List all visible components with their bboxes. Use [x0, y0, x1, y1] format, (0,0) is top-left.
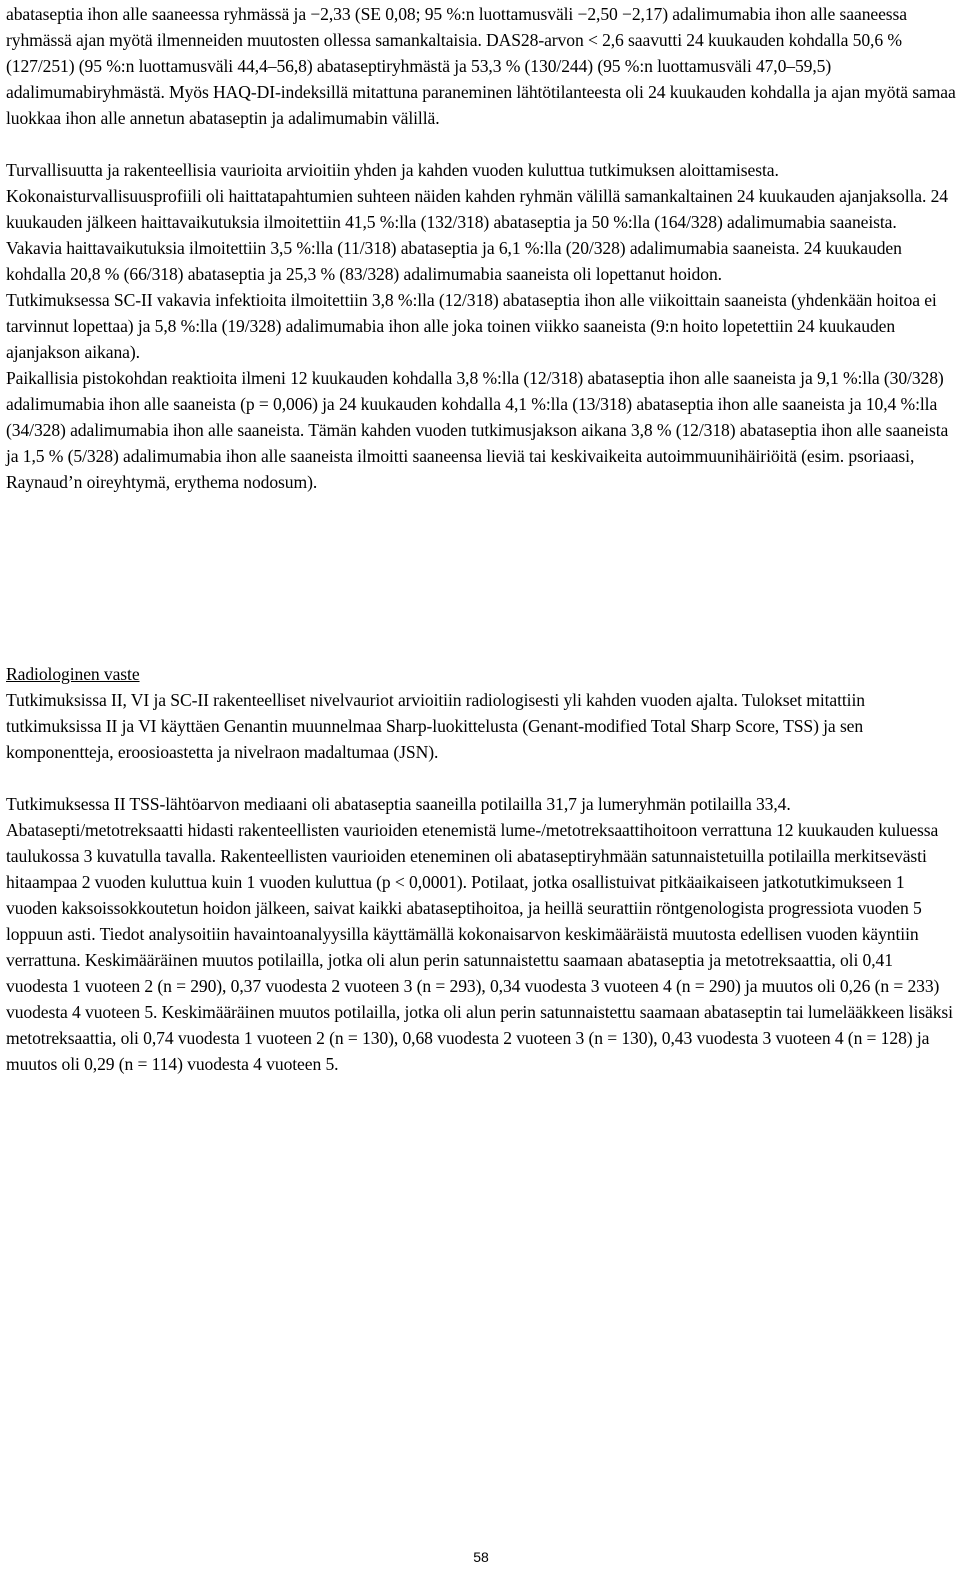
section-heading-radiology: Radiologinen vaste	[6, 664, 140, 684]
paragraph-das28-results: abataseptia ihon alle saaneessa ryhmässä ja −2,33 (SE 0,08; 95 %:n luottamusväli −2,50 −2,17) adalimumabia ihon alle saaneessa ryhmässä ajan myötä ilmenneiden muutosten ollessa samankaltaisia. DAS28-arvon < 2,6 saavutti 24 kuukauden kohdalla 50,6 % (127/251) (95 %:n luottamusväli 44,4–56,8) abataseptiryhmästä ja 53,3 % (130/244) (95 %:n luottamusväli 47,0–59,5) adalimumabiryhmästä. Myös HAQ-DI-indeksillä mitattuna paraneminen lähtötilanteesta oli 24 kuukauden kohdalla ja ajan myötä samaa luokkaa ihon alle annetun abataseptin ja adalimumabin välillä.	[6, 4, 956, 128]
paragraph-serious-infections: Tutkimuksessa SC-II vakavia infektioita ilmoitettiin 3,8 %:lla (12/318) abataseptia ihon alle viikoittain saaneista (yhdenkään hoitoa ei tarvinnut lopettaa) ja 5,8 %:lla (19/328) adalimumabia ihon alle joka toinen viikko saaneista (9:n hoito lopetettiin 24 kuukauden ajanjakson aikana).	[6, 290, 937, 362]
paragraph-gap	[6, 765, 956, 791]
page-number-label: 58	[473, 1549, 489, 1565]
body-text-top	[6, 1, 956, 495]
paragraph-gap	[6, 131, 956, 157]
paragraph-radiology-methods: Tutkimuksissa II, VI ja SC-II rakenteelliset nivelvauriot arvioitiin radiologisesti yli kahden vuoden ajalta. Tulokset mitattiin tutkimuksissa II ja VI käyttäen Genantin muunnelmaa Sharp-luokittelusta (Genant-modified Total Sharp Score, TSS) ja sen komponentteja, eroosioastetta ja nivelraon madaltumaa (JSN).	[6, 690, 865, 762]
paragraph-injection-site-reactions: Paikallisia pistokohdan reaktioita ilmeni 12 kuukauden kohdalla 3,8 %:lla (12/318) abataseptia ihon alle saaneista ja 9,1 %:lla (30/328) adalimumabia ihon alle saaneista (p = 0,006) ja 24 kuukauden kohdalla 4,1 %:lla (13/318) abataseptia ihon alle saaneista ja 10,4 %:lla (34/328) adalimumabia ihon alle saaneista. Tämän kahden vuoden tutkimusjakson aikana 3,8 % (12/318) abataseptia ihon alle saaneista ja 1,5 % (5/328) adalimumabia ihon alle saaneista ilmoitti saaneensa lieviä tai keskivaikeita autoimmuunihäiriöitä (esim. psoriaasi, Raynaud’n oireyhtymä, erythema nodosum).	[6, 368, 949, 492]
paragraph-tss-results: Tutkimuksessa II TSS-lähtöarvon mediaani oli abataseptia saaneilla potilailla 31,7 ja lumeryhmän potilailla 33,4. Abatasepti/metotreksaatti hidasti rakenteellisten vaurioiden etenemistä lume-/metotreksaattihoitoon verrattuna 12 kuukauden kuluessa taulukossa 3 kuvatulla tavalla. Rakenteellisten vaurioiden eteneminen oli abataseptiryhmään satunnaistetuilla potilailla merkitsevästi hitaampaa 2 vuoden kuluttua kuin 1 vuoden kuluttua (p < 0,0001). Potilaat, jotka osallistuivat pitkäaikaiseen jatkotutkimukseen 1 vuoden kaksoissokkoutetun hoidon jälkeen, saivat kaikki abataseptihoitoa, ja heillä seurattiin röntgenologista progressiota vuoden 5 loppuun asti. Tiedot analysoitiin havaintoanalyysilla käyttämällä kokonaisarvon keskimääräistä muutosta edellisen vuoden käyntiin verrattuna. Keskimääräinen muutos potilailla, jotka oli alun perin satunnaistettu saamaan abataseptia ja metotreksaattia, oli 0,41 vuodesta 1 vuoteen 2 (n = 290), 0,37 vuodesta 2 vuoteen 3 (n = 293), 0,34 vuodesta 3 vuoteen 4 (n = 290) ja muutos oli 0,26 (n = 233) vuodesta 4 vuoteen 5. Keskimääräinen muutos potilailla, jotka oli alun perin satunnaistettu saamaan abataseptin tai lumelääkkeen lisäksi metotreksaattia, oli 0,74 vuodesta 1 vuoteen 2 (n = 130), 0,68 vuodesta 2 vuoteen 3 (n = 130), 0,43 vuodesta 3 vuoteen 4 (n = 128) ja muutos oli 0,29 (n = 114) vuodesta 4 vuoteen 5.	[6, 794, 953, 1074]
paragraph-safety-overview: Turvallisuutta ja rakenteellisia vaurioita arvioitiin yhden ja kahden vuoden kuluttua tutkimuksen aloittamisesta. Kokonaisturvallisuusprofiili oli haittatapahtumien suhteen näiden kahden ryhmän välillä samankaltainen 24 kuukauden ajanjaksolla. 24 kuukauden jälkeen haittavaikutuksia ilmoitettiin 41,5 %:lla (132/318) abataseptia ja 50 %:lla (164/328) adalimumabia saaneista. Vakavia haittavaikutuksia ilmoitettiin 3,5 %:lla (11/318) abataseptia ja 6,1 %:lla (20/328) adalimumabia saaneista. 24 kuukauden kohdalla 20,8 % (66/318) abataseptia ja 25,3 % (83/328) adalimumabia saaneista oli lopettanut hoidon.	[6, 160, 948, 284]
body-text-radiology	[6, 661, 956, 1077]
page-number	[0, 1548, 960, 1566]
